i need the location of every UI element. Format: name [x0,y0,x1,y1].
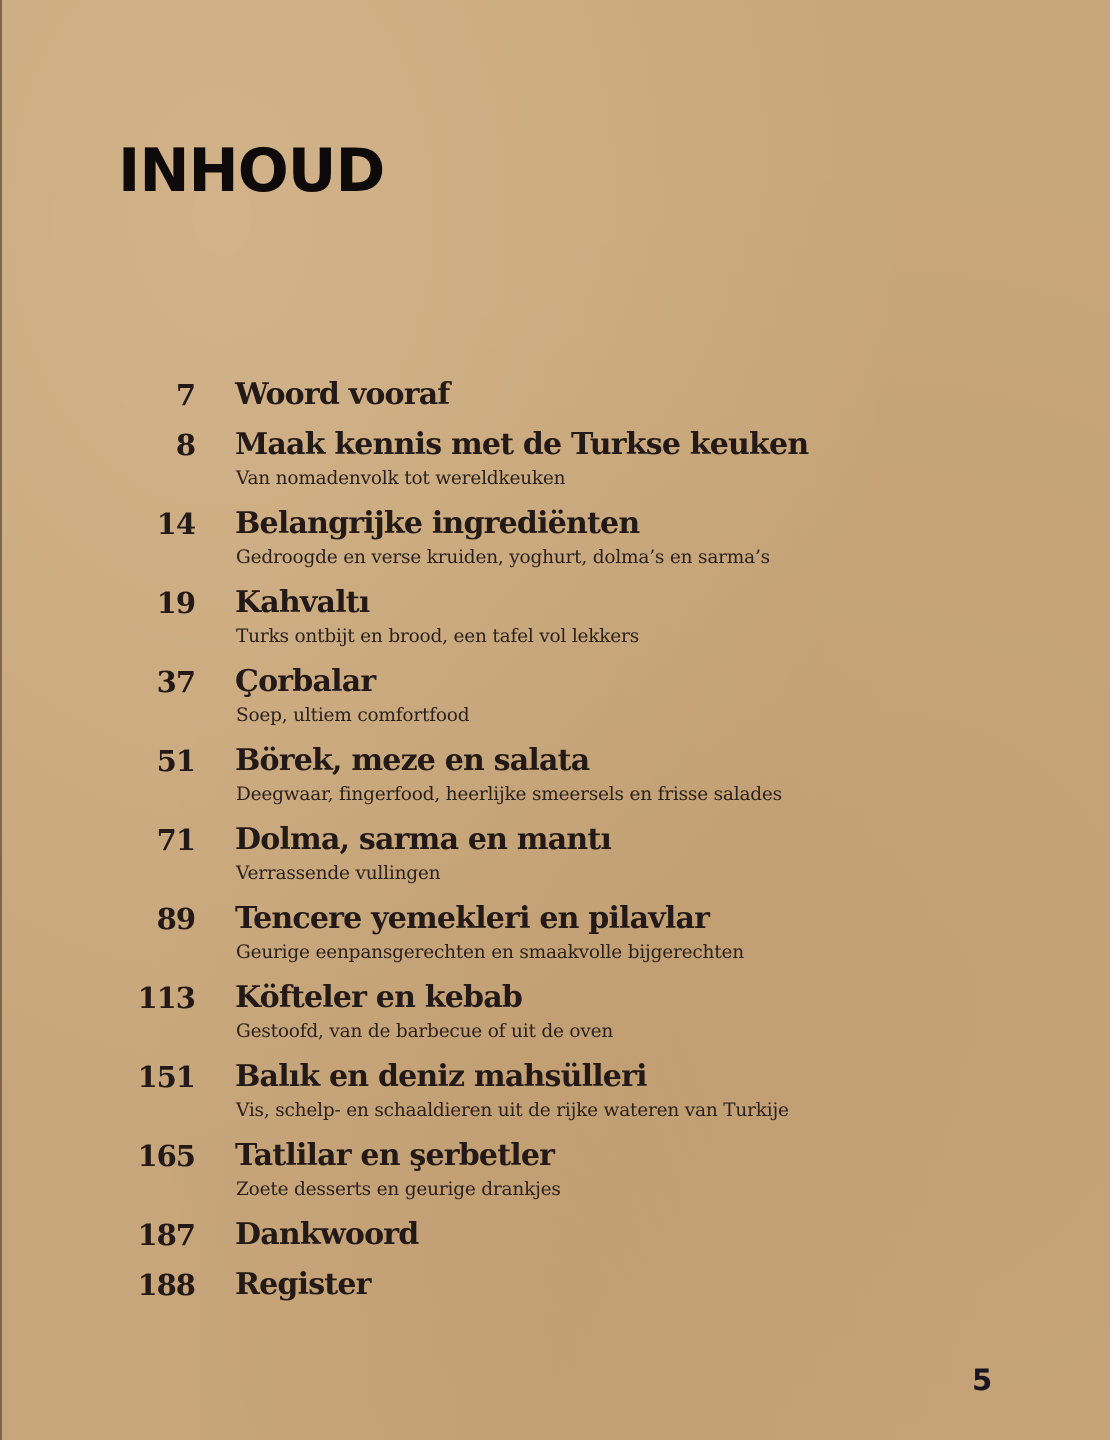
toc-page-number: 8 [175,428,195,462]
toc-entry-title: Kahvaltı [235,585,370,620]
toc-entry-title: Dolma, sarma en mantı [235,822,612,857]
toc-entry-dolma[interactable] [0,818,1110,897]
toc-entry-subtitle: Soep, ultiem comfortfood [236,705,470,726]
toc-entry-borek[interactable] [0,739,1110,818]
toc-entry-title: Register [235,1267,371,1302]
toc-page-number: 165 [137,1139,195,1173]
toc-entry-title: Tencere yemekleri en pilavlar [235,901,710,936]
toc-entry-tencere[interactable] [0,897,1110,976]
toc-page-number: 19 [156,586,195,620]
toc-page-number: 7 [175,378,195,412]
toc-page-number: 37 [156,665,195,699]
toc-entry-title: Köfteler en kebab [235,980,523,1015]
toc-entry-kahvalti[interactable] [0,581,1110,660]
toc-page-number: 188 [137,1268,195,1302]
toc-entry-title: Çorbalar [235,664,376,699]
toc-entry-subtitle: Gedroogde en verse kruiden, yoghurt, dolma’s en sarma’s [236,547,770,568]
toc-entry-title: Börek, meze en salata [235,743,590,778]
toc-page-number: 151 [137,1060,195,1094]
toc-entry-register[interactable] [0,1263,1110,1313]
toc-page-number: 187 [137,1218,195,1252]
toc-page-number: 51 [156,744,195,778]
toc-entry-title: Belangrijke ingrediënten [235,506,640,541]
toc-entry-subtitle: Gestoofd, van de barbecue of uit de oven [236,1021,614,1042]
toc-entry-title: Tatlilar en şerbetler [235,1138,555,1173]
toc-entry-title: Balık en deniz mahsülleri [235,1059,647,1094]
toc-entry-ingredienten[interactable] [0,502,1110,581]
toc-entry-subtitle: Vis, schelp- en schaaldieren uit de rijke wateren van Turkije [236,1100,789,1121]
toc-entry-balik[interactable] [0,1055,1110,1134]
toc-entry-dankwoord[interactable] [0,1213,1110,1263]
toc-entry-title: Dankwoord [235,1217,419,1252]
toc-entry-subtitle: Zoete desserts en geurige drankjes [236,1179,561,1200]
page-title: INHOUD [118,136,385,206]
page-number: 5 [972,1363,993,1397]
toc-entry-woord-vooraf[interactable] [0,373,1110,423]
toc-entry-subtitle: Verrassende vullingen [236,863,441,884]
toc-entry-turkse-keuken[interactable] [0,423,1110,502]
toc-page-number: 113 [137,981,195,1015]
toc-entry-tatlilar[interactable] [0,1134,1110,1213]
table-of-contents [0,373,1110,1313]
toc-entry-title: Woord vooraf [235,377,450,412]
toc-page-number: 71 [156,823,195,857]
toc-entry-subtitle: Turks ontbijt en brood, een tafel vol lekkers [236,626,639,647]
toc-page-number: 14 [156,507,195,541]
toc-entry-kofteler[interactable] [0,976,1110,1055]
toc-entry-title: Maak kennis met de Turkse keuken [235,427,809,462]
toc-entry-subtitle: Van nomadenvolk tot wereldkeuken [236,468,566,489]
toc-entry-subtitle: Deegwaar, fingerfood, heerlijke smeersels en frisse salades [236,784,782,805]
toc-entry-corbalar[interactable] [0,660,1110,739]
toc-entry-subtitle: Geurige eenpansgerechten en smaakvolle bijgerechten [236,942,744,963]
toc-page-number: 89 [156,902,195,936]
